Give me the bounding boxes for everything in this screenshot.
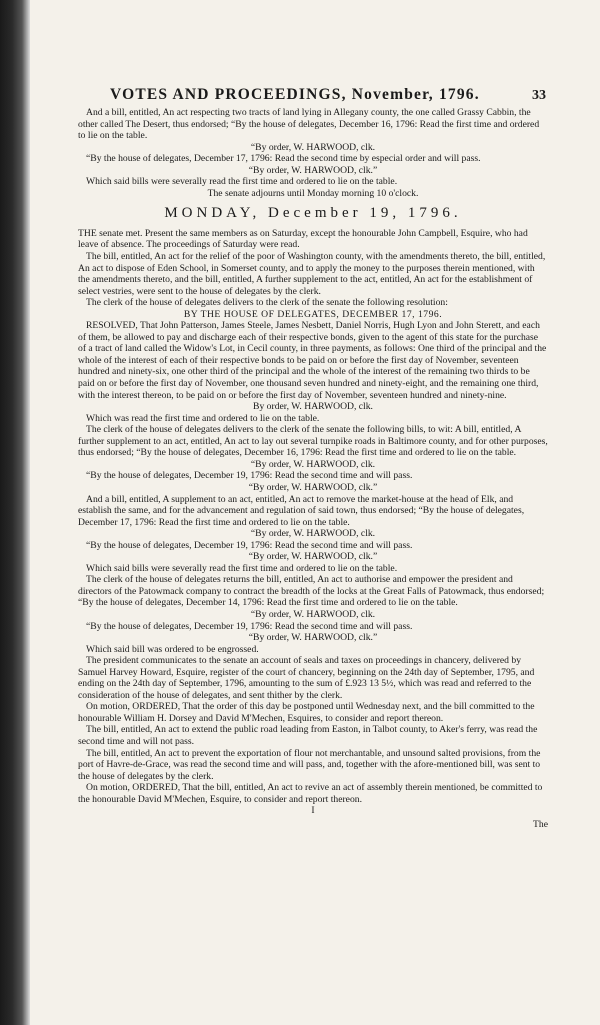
- paragraph: Which was read the first time and ordered to lie on the table.: [86, 412, 320, 424]
- page-body: [78, 107, 548, 830]
- signature-mark: I: [311, 805, 315, 817]
- paragraph: “By the house of delegates, December 17, 1796: Read the second time by especial order and will pass.: [86, 153, 481, 165]
- paragraph: “By the house of delegates, December 19, 1796: Read the second time and will pass.: [86, 470, 413, 482]
- paragraph: And a bill, entitled, An act respecting two tracts of land lying in Allegany county, the one called Grassy Cabbin, the other called The Desert, thus endorsed; “By the house of delegates, December 16, 1796: Read the first time and ordered to lie on the table.: [78, 107, 540, 142]
- paragraph: RESOLVED, That John Patterson, James Steele, James Nesbett, Daniel Norris, Hugh Lyon and John Sterett, and each of them, be allowed to pay and discharge each of their respective bonds, given to the agent of this state for the purchase of a tract of land called the Widow's Lot, in Cecil county, in three payments, as follows: One third of the principal and the whole of the interest of each of their respective bonds to be paid on or before the first day of November, seventeen hundred and ninety-six, one other third of the principal and the whole of the interest of the remaining two thirds to be paid on or before the first day of November, one thousand seven hundred and ninety-eight, and the remaining one third, with the interest thereon, to be paid on or before the first day of November, seventeen hundred and ninety-nine.: [78, 320, 547, 401]
- paragraph: Which said bill was ordered to be engrossed.: [86, 643, 259, 655]
- page-header: [110, 86, 546, 106]
- resolution-heading: BY THE HOUSE OF DELEGATES, DECEMBER 17, 1796.: [183, 308, 443, 320]
- signature-line: By order, W. HARWOOD, clk.: [253, 401, 373, 413]
- signature-line: “By order, W. HARWOOD, clk.: [250, 608, 376, 620]
- signature-line: “By order, W. HARWOOD, clk.”: [248, 551, 378, 563]
- paragraph: On motion, ORDERED, That the bill, entitled, An act to revive an act of assembly therein mentioned, be committed to the honourable David M'Mechen, Esquire, to consider and report thereon.: [78, 782, 543, 805]
- adjournment-note: The senate adjourns until Monday morning 10 o'clock.: [207, 187, 419, 199]
- paragraph: The bill, entitled, An act for the relief of the poor of Washington county, with the amendments thereto, the bill, entitled, An act to dispose of Eden School, in Somerset county, and to apply the money to the purposes therein mentioned, with the amendments thereto, and the bill, entitled, A further supplement to the act, entitled, An act for the establishment of select vestries, were sent to the house of delegates by the clerk.: [78, 251, 546, 297]
- paragraph: The clerk of the house of delegates delivers to the clerk of the senate the following resolution:: [86, 297, 448, 309]
- running-head: VOTES AND PROCEEDINGS, November, 1796.: [110, 86, 480, 103]
- paragraph: “By the house of delegates, December 19, 1796: Read the second time and will pass.: [86, 620, 413, 632]
- paragraph: THE senate met. Present the same members as on Saturday, except the honourable John Campbell, Esquire, who had leave of absence. The proceedings of Saturday were read.: [78, 227, 528, 251]
- paragraph: Which said bills were severally read the first time and ordered to lie on the table.: [86, 176, 398, 188]
- paragraph: Which said bills were severally read the first time and ordered to lie on the table.: [86, 562, 398, 574]
- paragraph: The clerk of the house of delegates delivers to the clerk of the senate the following bills, to wit: A bill, entitled, A further supplement to an act, entitled, An act to lay out several turnpike roads in Baltimore county, and for other purposes, thus endorsed; “By the house of delegates, December 16, 1796: Read the first time and ordered to lie on the table.: [78, 424, 548, 459]
- date-heading: MONDAY, December 19, 1796.: [164, 205, 462, 222]
- paragraph: The bill, entitled, An act to extend the public road leading from Easton, in Talbot county, to Aker's ferry, was read the second time and will not pass.: [78, 724, 538, 747]
- signature-line: “By order, W. HARWOOD, clk.: [250, 141, 376, 153]
- paragraph: The clerk of the house of delegates returns the bill, entitled, An act to authorise and empower the president and directors of the Patowmack company to contract the breadth of the locks at the Great Falls of Patowmack, thus endorsed; “By the house of delegates, December 14, 1796: Read the first time and ordered to lie on the table.: [78, 574, 545, 609]
- paragraph: “By the house of delegates, December 19, 1796: Read the second time and will pass.: [86, 539, 413, 551]
- signature-line: “By order, W. HARWOOD, clk.”: [248, 632, 378, 644]
- signature-line: “By order, W. HARWOOD, clk.”: [248, 481, 378, 493]
- signature-line: “By order, W. HARWOOD, clk.”: [248, 164, 378, 176]
- catchword: The: [533, 818, 548, 830]
- paragraph: And a bill, entitled, A supplement to an act, entitled, An act to remove the market-house at the head of Elk, and establish the same, and for the advancement and regulation of said town, thus endorsed; “By the house of delegates, December 17, 1796: Read the first time and ordered to lie on the table.: [78, 493, 525, 528]
- signature-line: “By order, W. HARWOOD, clk.: [250, 458, 376, 470]
- page-number: 33: [532, 88, 546, 103]
- book-binding-shadow: [0, 0, 30, 1025]
- paragraph: The president communicates to the senate an account of seals and taxes on proceedings in chancery, delivered by Samuel Harvey Howard, Esquire, register of the court of chancery, beginning on the 24th day of September, 1795, and ending on the 24th day of September, 1796, amounting to the sum of £.923 13 5½, which was read and referred to the consideration of the house of delegates, and sent thither by the clerk.: [78, 655, 535, 701]
- signature-line: “By order, W. HARWOOD, clk.: [250, 528, 376, 540]
- paragraph: The bill, entitled, An act to prevent the exportation of flour not merchantable, and unsound salted provisions, from the port of Havre-de-Grace, was read the second time and will pass, and, together with the afore-mentioned bill, was sent to the house of delegates by the clerk.: [78, 747, 541, 782]
- paragraph: On motion, ORDERED, That the order of this day be postponed until Wednesday next, and the bill committed to the honourable William H. Dorsey and David M'Mechen, Esquires, to consider and report thereon.: [78, 701, 535, 724]
